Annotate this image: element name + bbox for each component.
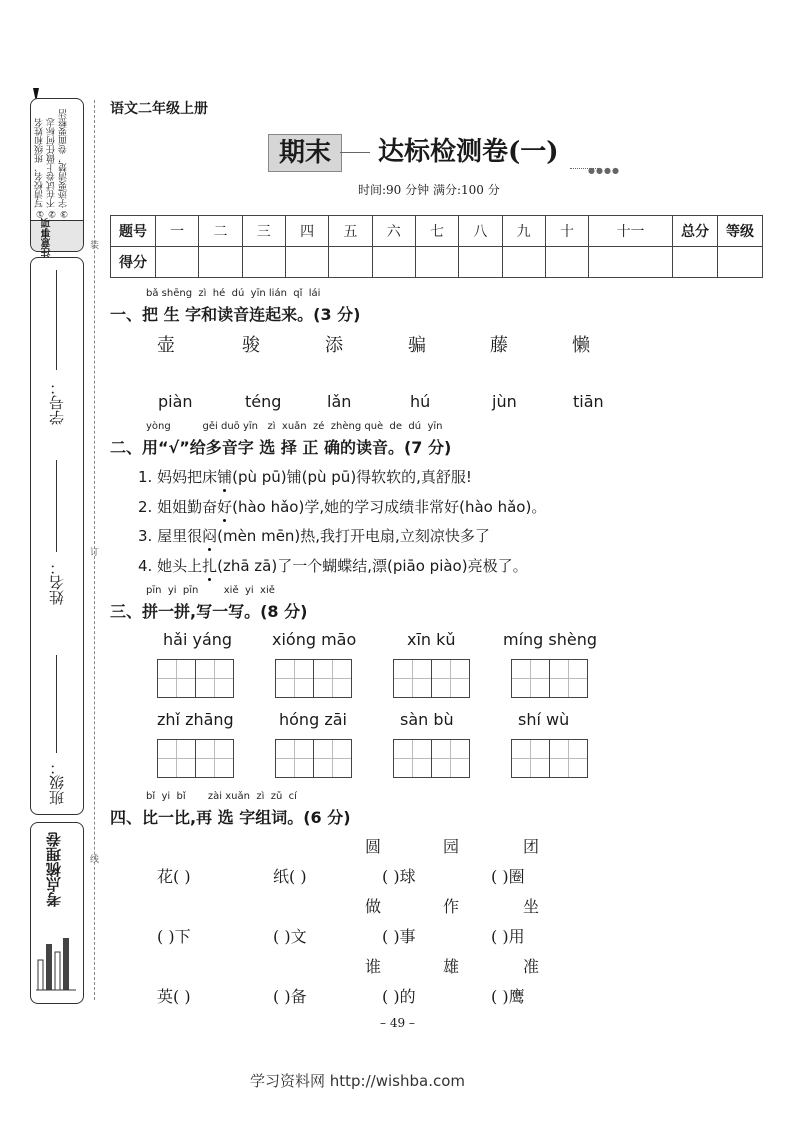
score-table xyxy=(110,215,763,278)
choice-char: 坐 xyxy=(523,897,540,916)
polyphone-char: 好 xyxy=(217,498,233,516)
time-info: 时间:90 分钟 满分:100 分 xyxy=(358,183,500,197)
table-cell: 十一 xyxy=(589,216,673,247)
pinyin-word: míng shèng xyxy=(503,630,598,649)
sentence-1 xyxy=(138,466,472,487)
section1-title: 一、把 生 字和读音连起来。(3 分) xyxy=(110,305,361,324)
grid-cell[interactable] xyxy=(549,739,588,778)
notice-lines xyxy=(34,108,70,218)
char-item[interactable]: 骏 xyxy=(242,335,260,356)
score-input-cell[interactable] xyxy=(502,247,545,278)
grid-cell[interactable] xyxy=(393,659,432,698)
word-blank[interactable]: 英( ) xyxy=(157,987,191,1006)
writing-grid[interactable] xyxy=(157,659,234,698)
grid-cell[interactable] xyxy=(275,739,314,778)
writing-grid[interactable] xyxy=(393,659,470,698)
class-line xyxy=(56,655,57,753)
char-item[interactable]: 骗 xyxy=(408,335,426,356)
grid-cell[interactable] xyxy=(549,659,588,698)
score-input-cell[interactable] xyxy=(329,247,372,278)
choice-char: 雄 xyxy=(443,957,460,976)
pinyin-item[interactable]: piàn xyxy=(158,392,193,411)
pinyin-item[interactable]: jùn xyxy=(492,392,517,411)
word-blank[interactable]: ( )的 xyxy=(382,987,416,1006)
table-cell: 二 xyxy=(199,216,242,247)
choice-char: 准 xyxy=(523,957,540,976)
table-cell: 总分 xyxy=(673,216,718,247)
notice-title: 注意事项 xyxy=(42,218,53,258)
watermark: 学习资料网 http://wishba.com xyxy=(250,1072,465,1090)
title-dots: ●●●● xyxy=(588,166,620,175)
score-input-cell[interactable] xyxy=(156,247,199,278)
score-input-cell[interactable] xyxy=(459,247,502,278)
cut-word-1: 装 xyxy=(90,241,100,251)
student-number-line xyxy=(56,270,57,370)
word-blank[interactable]: ( )圈 xyxy=(491,867,525,886)
grid-cell[interactable] xyxy=(313,739,352,778)
grid-cell[interactable] xyxy=(511,659,550,698)
word-blank[interactable]: 纸( ) xyxy=(273,867,307,886)
sentence-text[interactable]: (mèn mēn)热,我打开电扇,立刻凉快多了 xyxy=(217,527,490,545)
name-label: 姓名： xyxy=(48,560,66,605)
score-input-cell[interactable] xyxy=(545,247,588,278)
choice-char: 谁 xyxy=(365,957,382,976)
char-item[interactable]: 懒 xyxy=(572,335,590,356)
pinyin-word: hǎi yáng xyxy=(163,630,233,649)
pinyin-item[interactable]: tiān xyxy=(573,392,604,411)
pinyin-item[interactable]: hú xyxy=(410,392,431,411)
grid-cell[interactable] xyxy=(313,659,352,698)
polyphone-char: 闷 xyxy=(202,527,218,545)
table-cell: 得分 xyxy=(111,247,156,278)
grid-cell[interactable] xyxy=(157,659,196,698)
table-cell: 八 xyxy=(459,216,502,247)
sentence-2 xyxy=(138,496,546,517)
exam-period-badge: 期末 xyxy=(268,134,342,172)
score-input-cell[interactable] xyxy=(589,247,673,278)
sentence-3 xyxy=(138,525,490,546)
books-icon xyxy=(36,930,78,994)
cut-word-3: 线 xyxy=(90,855,100,865)
student-number-label: 学号： xyxy=(48,380,66,425)
sentence-text: 3. 屋里很 xyxy=(138,527,203,545)
grid-cell[interactable] xyxy=(195,659,234,698)
sentence-text: 1. 妈妈把床 xyxy=(138,468,218,486)
sentence-text: 2. 姐姐勤奋 xyxy=(138,498,218,516)
choice-char: 做 xyxy=(365,897,382,916)
polyphone-char: 扎 xyxy=(202,557,218,575)
class-label: 班级： xyxy=(48,760,66,805)
sentence-text[interactable]: (hào hǎo)学,她的学习成绩非常好(hào hǎo)。 xyxy=(232,498,547,516)
cut-word-2: 订 xyxy=(90,548,100,558)
page-number: – 49 – xyxy=(380,1016,415,1030)
table-cell: 四 xyxy=(285,216,328,247)
choice-char: 作 xyxy=(443,897,460,916)
pinyin-word: sàn bù xyxy=(400,710,454,729)
brand-text: 考点梳理卷 xyxy=(45,832,63,907)
pinyin-word: zhǐ zhāng xyxy=(157,710,234,729)
sentence-text[interactable]: (pù pū)铺(pù pū)得软软的,真舒服! xyxy=(232,468,472,486)
table-cell: 十 xyxy=(545,216,588,247)
grid-cell[interactable] xyxy=(431,659,470,698)
notice-line-1: ①写清校名、班级和姓名 xyxy=(35,118,45,218)
pinyin-word: xióng māo xyxy=(272,630,357,649)
grid-cell[interactable] xyxy=(195,739,234,778)
table-cell: 题号 xyxy=(111,216,156,247)
polyphone-char: 铺 xyxy=(217,468,233,486)
word-blank[interactable]: ( )事 xyxy=(382,927,416,946)
pinyin-item[interactable]: lǎn xyxy=(327,392,352,411)
section4-pinyin: bǐ yi bǐ zài xuǎn zì zǔ cí xyxy=(146,791,297,802)
score-input-cell[interactable] xyxy=(718,247,763,278)
word-blank[interactable]: 花( ) xyxy=(157,867,191,886)
table-row xyxy=(111,216,763,247)
section1-pinyin: bǎ shēng zì hé dú yīn lián qǐ lái xyxy=(146,288,321,299)
sentence-4 xyxy=(138,555,528,576)
notice-line-2: ②不在试卷上做任何标志 xyxy=(47,118,57,218)
notice-line-3: ③字迹要清楚，卷面要整洁 xyxy=(59,109,69,218)
name-line xyxy=(56,460,57,552)
exam-title: 达标检测卷(一) xyxy=(378,137,559,167)
table-cell: 六 xyxy=(372,216,415,247)
table-cell: 九 xyxy=(502,216,545,247)
pinyin-word: shí wù xyxy=(518,710,570,729)
word-blank[interactable]: ( )球 xyxy=(382,867,416,886)
char-item[interactable]: 藤 xyxy=(490,335,508,356)
choice-char: 园 xyxy=(443,837,460,856)
writing-grid[interactable] xyxy=(157,739,234,778)
student-info-box xyxy=(30,257,84,815)
pinyin-item[interactable]: téng xyxy=(245,392,282,411)
score-input-cell[interactable] xyxy=(673,247,718,278)
table-row xyxy=(111,247,763,278)
word-blank[interactable]: ( )备 xyxy=(273,987,307,1006)
writing-grid[interactable] xyxy=(393,739,470,778)
grid-cell[interactable] xyxy=(157,739,196,778)
word-blank[interactable]: ( )鹰 xyxy=(491,987,525,1006)
section2-title: 二、用“√”给多音字 选 择 正 确的读音。(7 分) xyxy=(110,438,452,457)
char-item[interactable]: 添 xyxy=(325,335,343,356)
score-input-cell[interactable] xyxy=(199,247,242,278)
section3-pinyin: pīn yi pīn xiě yi xiě xyxy=(146,585,275,596)
writing-grid[interactable] xyxy=(275,739,352,778)
table-cell: 三 xyxy=(242,216,285,247)
book-title: 语文二年级上册 xyxy=(110,101,208,117)
writing-grid[interactable] xyxy=(275,659,352,698)
writing-grid[interactable] xyxy=(511,739,588,778)
sentence-text: 4. 她头上 xyxy=(138,557,203,575)
title-connector xyxy=(340,152,370,153)
char-item[interactable]: 壶 xyxy=(157,335,175,356)
section3-title: 三、拼一拼,写一写。(8 分) xyxy=(110,602,308,621)
writing-grid[interactable] xyxy=(511,659,588,698)
table-cell: 七 xyxy=(415,216,458,247)
notice-head xyxy=(31,220,83,251)
choice-char: 团 xyxy=(523,837,540,856)
grid-cell[interactable] xyxy=(431,739,470,778)
section4-title: 四、比一比,再 选 字组词。(6 分) xyxy=(110,808,351,827)
score-input-cell[interactable] xyxy=(242,247,285,278)
table-cell: 等级 xyxy=(718,216,763,247)
score-input-cell[interactable] xyxy=(285,247,328,278)
word-blank[interactable]: ( )文 xyxy=(273,927,307,946)
word-blank[interactable]: ( )用 xyxy=(491,927,525,946)
score-input-cell[interactable] xyxy=(372,247,415,278)
sentence-text[interactable]: (zhā zā)了一个蝴蝶结,漂(piāo piào)亮极了。 xyxy=(217,557,528,575)
grid-cell[interactable] xyxy=(511,739,550,778)
pinyin-word: xīn kǔ xyxy=(407,630,456,649)
table-cell: 五 xyxy=(329,216,372,247)
grid-cell[interactable] xyxy=(393,739,432,778)
choice-char: 圆 xyxy=(365,837,382,856)
section2-pinyin: yòng gěi duō yīn zì xuǎn zé zhèng què de dú yīn xyxy=(146,421,443,432)
table-cell: 一 xyxy=(156,216,199,247)
score-input-cell[interactable] xyxy=(415,247,458,278)
grid-cell[interactable] xyxy=(275,659,314,698)
pinyin-word: hóng zāi xyxy=(279,710,347,729)
word-blank[interactable]: ( )下 xyxy=(157,927,191,946)
